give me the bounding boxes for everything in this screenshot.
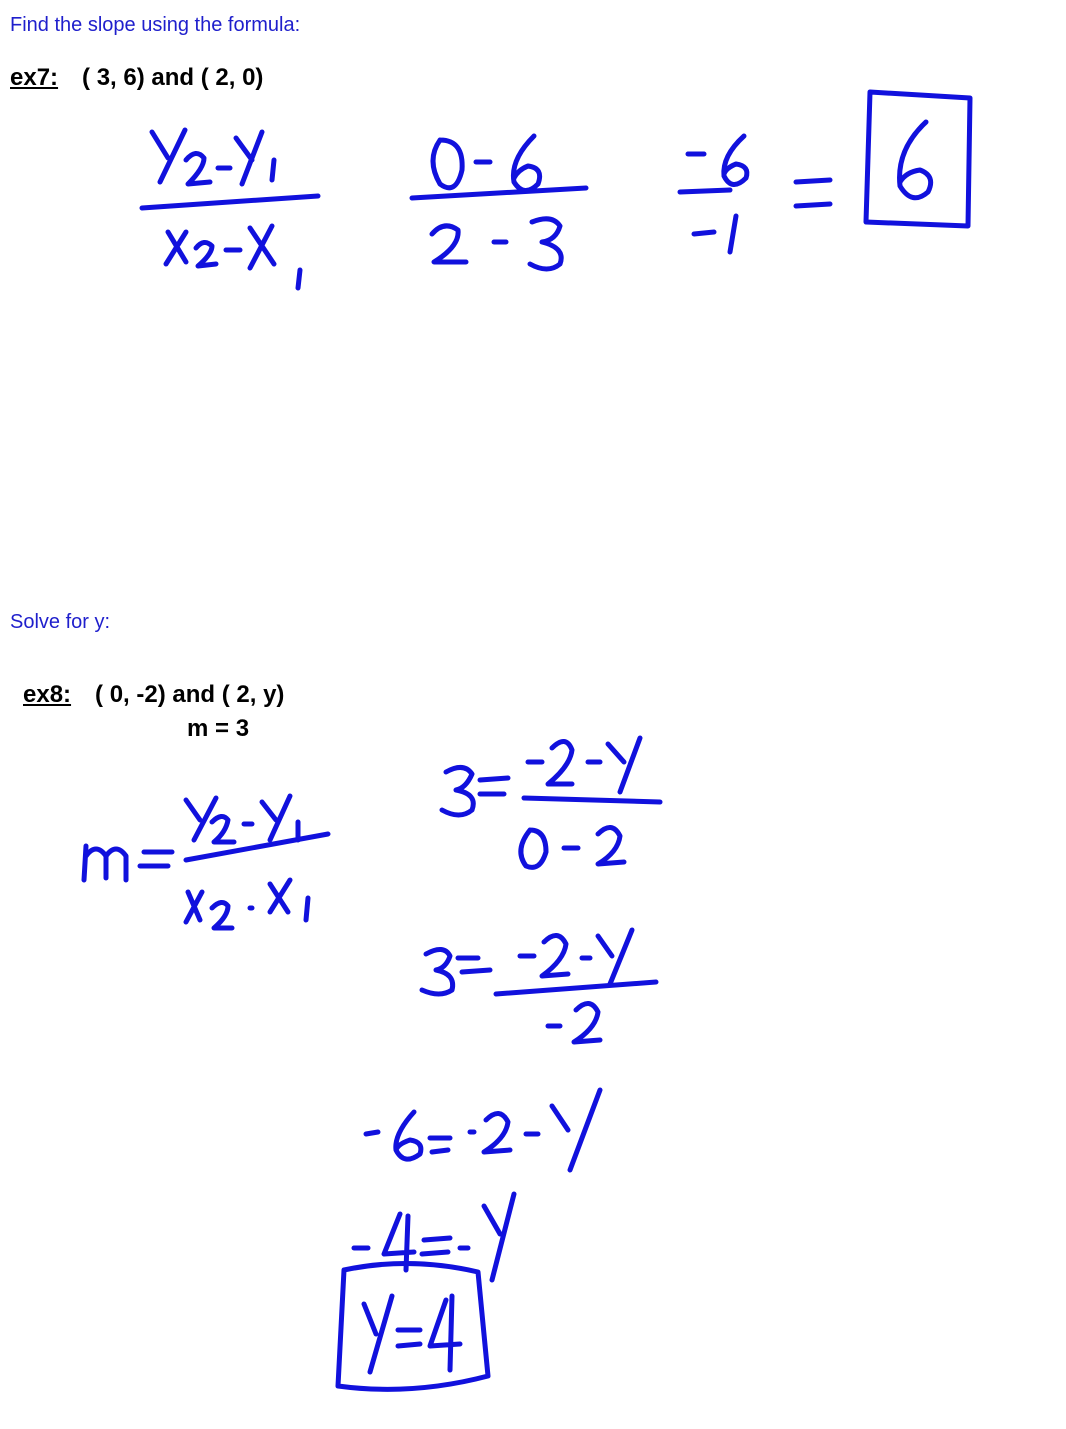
ex7-simplify-ink (680, 92, 970, 252)
example-7-label: ex7: (10, 64, 59, 91)
ex8-step2-ink (422, 930, 656, 1042)
instruction-solve-y: Solve for y: (10, 611, 111, 633)
instruction-find-slope: Find the slope using the formula: (10, 14, 301, 36)
ex8-step3-ink (366, 1090, 600, 1170)
ex8-step1-ink (442, 738, 660, 867)
ex8-answer-ink (338, 1263, 488, 1389)
example-7-points: ( 3, 6) and ( 2, 0) (82, 64, 264, 91)
ex8-formula-ink (84, 796, 328, 928)
ex7-formula-ink (142, 130, 318, 288)
example-8-label: ex8: (23, 681, 72, 708)
ex7-substitution-ink (412, 136, 586, 269)
example-8-slope: m = 3 (187, 715, 250, 742)
example-8-points: ( 0, -2) and ( 2, y) (95, 681, 285, 708)
